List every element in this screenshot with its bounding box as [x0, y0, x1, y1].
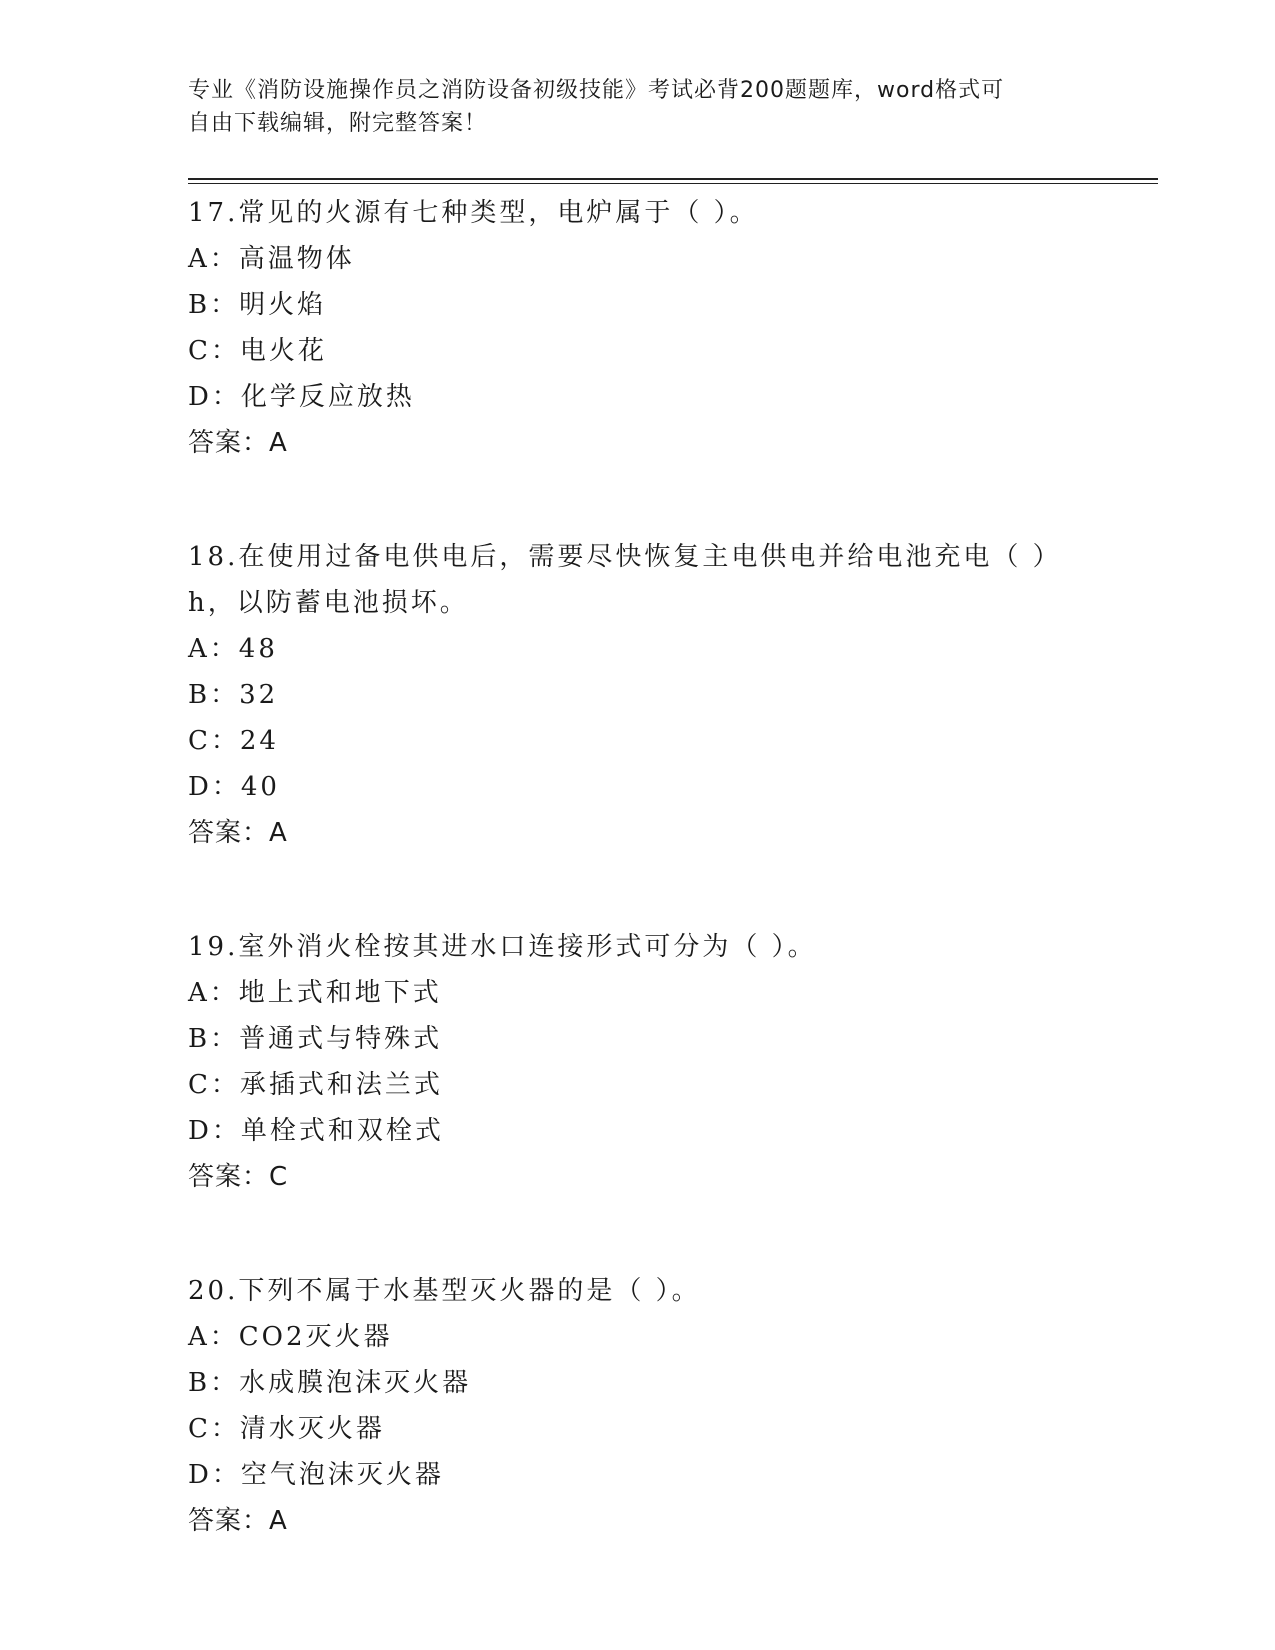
option-a: A：地上式和地下式	[188, 978, 442, 1008]
option-a: A：CO2灭火器	[188, 1322, 393, 1352]
header-divider-thick	[188, 178, 1158, 180]
answer-line: 答案：A	[188, 1506, 288, 1536]
option-a: A：高温物体	[188, 244, 355, 274]
question-list	[188, 190, 1088, 1544]
option-d: D：化学反应放热	[188, 382, 415, 412]
option-c: C：承插式和法兰式	[188, 1070, 443, 1100]
option-c: C：24	[188, 726, 279, 756]
option-d: D：空气泡沫灭火器	[188, 1460, 444, 1490]
question-17	[188, 190, 1088, 466]
question-stem: 19.室外消火栓按其进水口连接形式可分为（ ）。	[188, 932, 817, 962]
question-stem: 17.常见的火源有七种类型，电炉属于（ ）。	[188, 198, 759, 228]
question-19	[188, 924, 1088, 1200]
option-d: D：40	[188, 772, 280, 802]
question-stem-continued: h，以防蓄电池损坏。	[188, 588, 469, 618]
option-b: B：明火焰	[188, 290, 327, 320]
question-spacer	[188, 856, 1088, 924]
document-header	[188, 74, 1088, 140]
question-18	[188, 534, 1088, 856]
question-stem: 18.在使用过备电供电后，需要尽快恢复主电供电并给电池充电（ ）	[188, 542, 1062, 572]
option-d: D：单栓式和双栓式	[188, 1116, 444, 1146]
question-spacer	[188, 1200, 1088, 1268]
answer-line: 答案：C	[188, 1162, 289, 1192]
header-divider-thin	[188, 183, 1158, 184]
option-b: B：32	[188, 680, 279, 710]
question-20	[188, 1268, 1088, 1544]
option-a: A：48	[188, 634, 278, 664]
question-stem: 20.下列不属于水基型灭火器的是（ ）。	[188, 1276, 701, 1306]
question-spacer	[188, 466, 1088, 534]
header-line-1: 专业《消防设施操作员之消防设备初级技能》考试必背200题题库，word格式可	[188, 78, 1005, 103]
option-c: C：清水灭火器	[188, 1414, 385, 1444]
option-b: B：水成膜泡沫灭火器	[188, 1368, 472, 1398]
answer-line: 答案：A	[188, 818, 288, 848]
answer-line: 答案：A	[188, 428, 288, 458]
option-b: B：普通式与特殊式	[188, 1024, 443, 1054]
header-line-2: 自由下载编辑，附完整答案！	[188, 111, 488, 136]
option-c: C：电火花	[188, 336, 327, 366]
